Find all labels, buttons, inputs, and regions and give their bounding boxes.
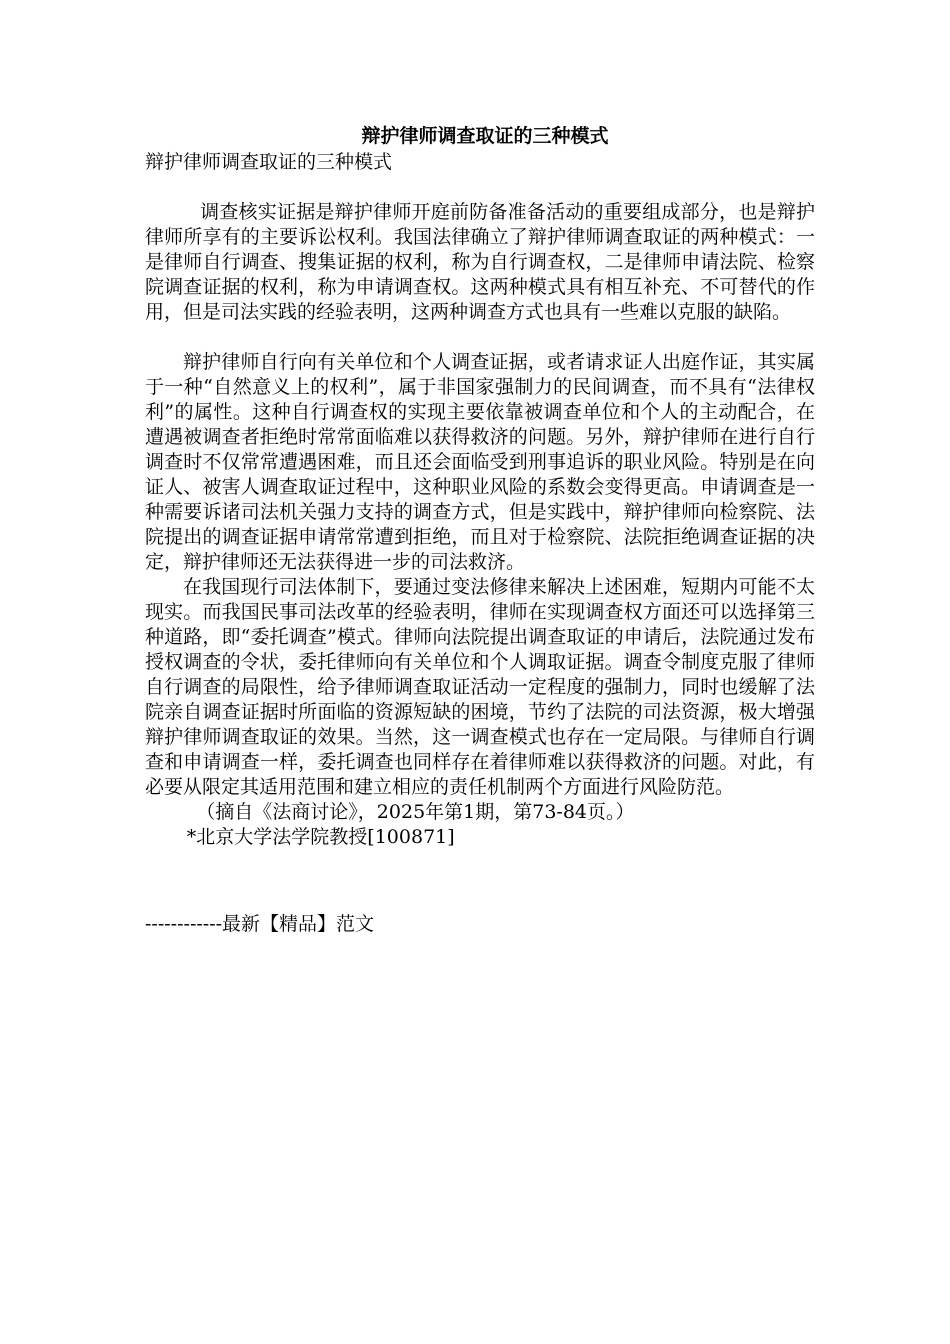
author-note: *北京大学法学院教授[100871] bbox=[186, 826, 455, 848]
paragraph-3: 在我国现行司法体制下，要通过变法修律来解决上述困难，短期内可能不太现实。而我国民事司法改革的经验表明，律师在实现调查权方面还可以选择第三种道路，即“委托调查”模式。律师向法院提出调查取证的申请后，法院通过发布授权调查的令状，委托律师向有关单位和个人调取证据。调查令制度克服了律师自行调查的局限性，给予律师调查取证活动一定程度的强制力，同时也缓解了法院亲自调查证据时所面临的资源短缺的困境，节约了法院的司法资源，极大增强辩护律师调查取证的效果。当然，这一调查模式也存在一定局限。与律师自行调查和申请调查一样，委托调查也同样存在着律师难以获得救济的问题。对此，有必要从限定其适用范围和建立相应的责任机制两个方面进行风险防范。 bbox=[145, 576, 815, 798]
document-page bbox=[145, 122, 815, 937]
paragraph-1: 调查核实证据是辩护律师开庭前防备准备活动的重要组成部分，也是辩护律师所享有的主要诉讼权利。我国法律确立了辩护律师调查取证的两种模式：一是律师自行调查、搜集证据的权利，称为自行调查权，二是律师申请法院、检察院调查证据的权利，称为申请调查权。这两种模式具有相互补充、不可替代的作用，但是司法实践的经验表明，这两种调查方式也具有一些难以克服的缺陷。 bbox=[145, 201, 815, 323]
paragraph-2: 辩护律师自行向有关单位和个人调查证据，或者请求证人出庭作证，其实属于一种“自然意义上的权利”，属于非国家强制力的民间调查，而不具有“法律权利”的属性。这种自行调查权的实现主要依靠被调查单位和个人的主动配合，在遭遇被调查者拒绝时常常面临难以获得救济的问题。另外，辩护律师在进行自行调查时不仅常常遭遇困难，而且还会面临受到刑事追诉的职业风险。特别是在向证人、被害人调查取证过程中，这种职业风险的系数会变得更高。申请调查是一种需要诉诸司法机关强力支持的调查方式，但是实践中，辩护律师向检察院、法院提出的调查证据申请常常遭到拒绝，而且对于检察院、法院拒绝调查证据的决定，辩护律师还无法获得进一步的司法救济。 bbox=[145, 351, 815, 573]
document-title: 辩护律师调查取证的三种模式 bbox=[361, 125, 609, 147]
citation: （摘自《法商讨论》，2025年第1期，第73-84页。） bbox=[196, 801, 635, 823]
footer-text: ------------最新【精品】范文 bbox=[145, 913, 375, 935]
document-subtitle: 辩护律师调查取证的三种模式 bbox=[145, 151, 393, 173]
